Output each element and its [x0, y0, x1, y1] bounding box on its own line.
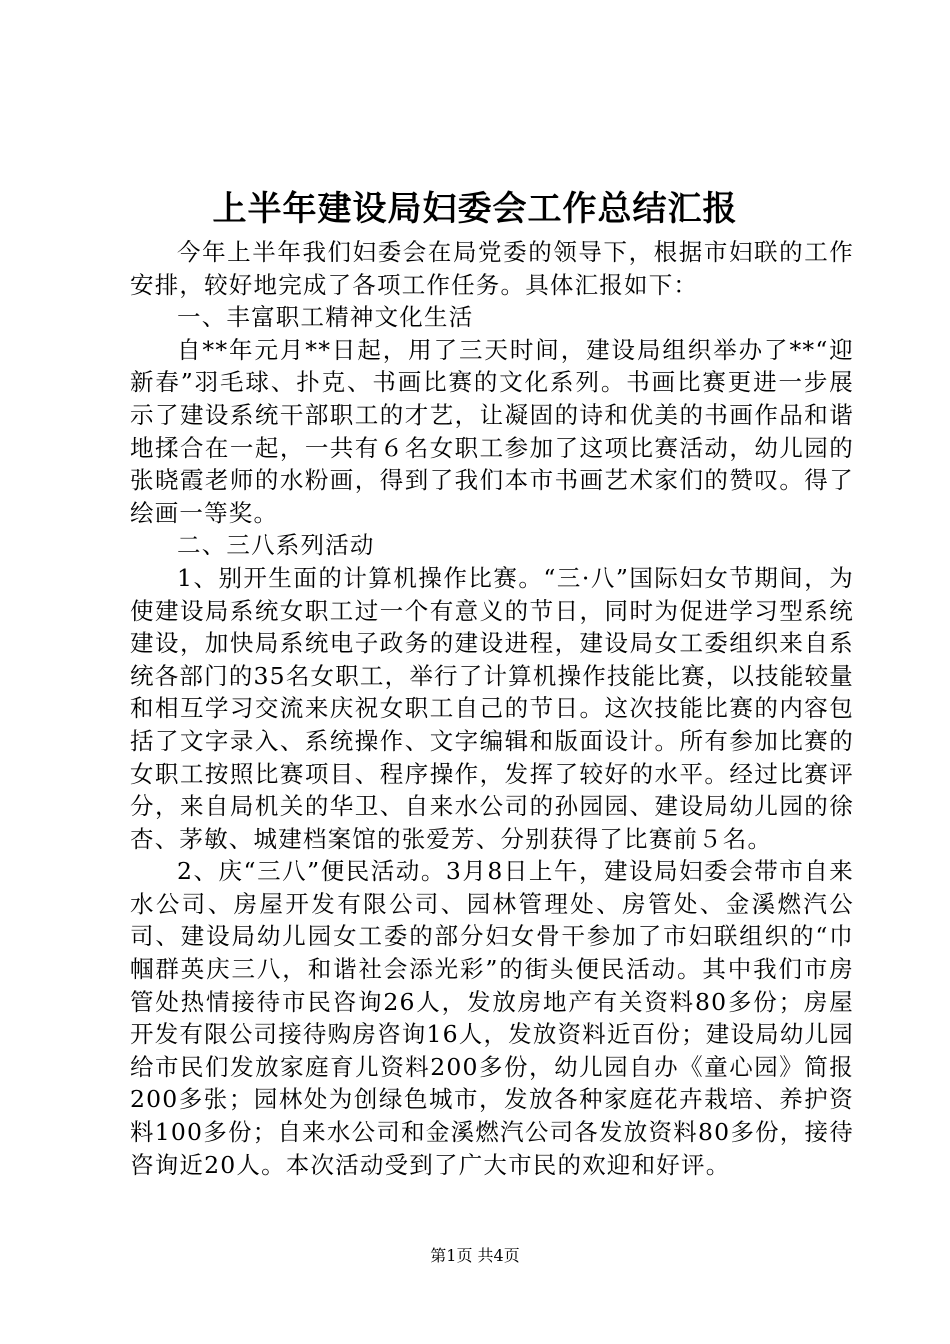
intro-paragraph: 今年上半年我们妇委会在局党委的领导下，根据市妇联的工作安排，较好地完成了各项工作任务。具体汇报如下： — [130, 238, 854, 299]
document-body — [130, 236, 854, 1181]
section-heading-1: 一、丰富职工精神文化生活 — [177, 303, 474, 332]
page-number-footer: 第1页 共4页 — [430, 1246, 520, 1265]
item-2-paragraph: 2、庆“三八”便民活动。3月8日上午，建设局妇委会带市自来水公司、房屋开发有限公司、园林管理处、房管处、金溪燃汽公司、建设局幼儿园女工委的部分妇女骨干参加了市妇联组织的“巾帼群英庆三八，和谐社会添光彩”的街头便民活动。其中我们市房管处热情接待市民咨询26人，发放房地产有关资料80多份；房屋开发有限公司接待购房咨询16人，发放资料近百份；建设局幼儿园给市民们发放家庭育儿资料200多份，幼儿园自办《童心园》简报200多张；园林处为创绿色城市，发放各种家庭花卉栽培、养护资料100多份；自来水公司和金溪燃汽公司各发放资料80多份，接待咨询近20人。本次活动受到了广大市民的欢迎和好评。 — [130, 857, 854, 1179]
section-heading-2: 二、三八系列活动 — [177, 531, 375, 560]
item-1-paragraph: 1、别开生面的计算机操作比赛。“三·八”国际妇女节期间，为使建设局系统女职工过一个有意义的节日，同时为促进学习型系统建设，加快局系统电子政务的建设进程，建设局女工委组织来自系统各部门的35名女职工，举行了计算机操作技能比赛，以技能较量和相互学习交流来庆祝女职工自己的节日。这次技能比赛的内容包括了文字录入、系统操作、文字编辑和版面设计。所有参加比赛的女职工按照比赛项目、程序操作，发挥了较好的水平。经过比赛评分，来自局机关的华卫、自来水公司的孙园园、建设局幼儿园的徐杏、茅敏、城建档案馆的张爱芳、分别获得了比赛前５名。 — [130, 563, 854, 853]
section-1-paragraph: 自**年元月**日起，用了三天时间，建设局组织举办了**“迎新春”羽毛球、扑克、书画比赛的文化系列。书画比赛更进一步展示了建设系统干部职工的才艺，让凝固的诗和优美的书画作品和谐地揉合在一起，一共有６名女职工参加了这项比赛活动，幼儿园的张晓霞老师的水粉画，得到了我们本市书画艺术家们的赞叹。得了绘画一等奖。 — [130, 335, 854, 527]
document-title: 上半年建设局妇委会工作总结汇报 — [212, 189, 738, 229]
